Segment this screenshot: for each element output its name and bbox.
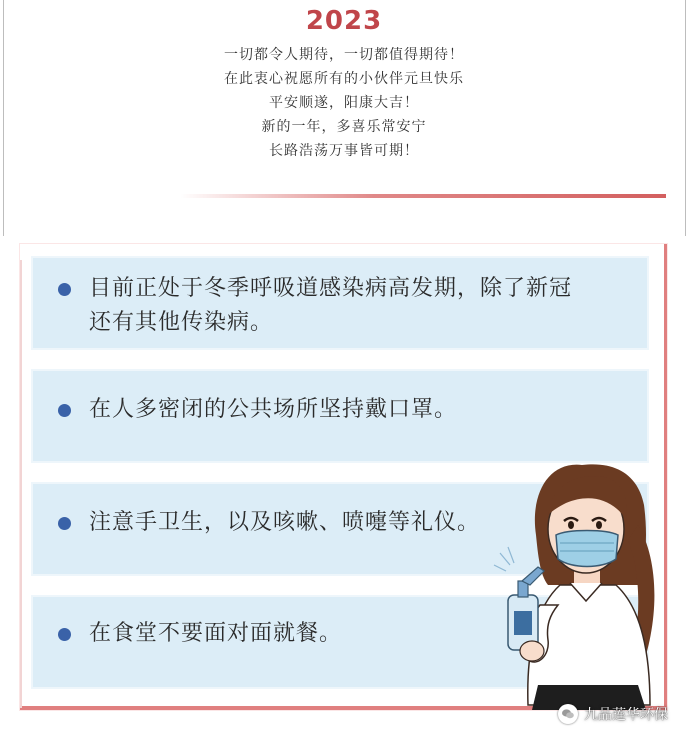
- wechat-icon: [558, 704, 578, 724]
- decorative-divider: [180, 194, 666, 198]
- greeting-line-5: 长路浩荡万事皆可期！: [269, 143, 419, 159]
- tip-text-1: 目前正处于冬季呼吸道感染病高发期，除了新冠 还有其他传染病。: [89, 276, 573, 335]
- bullet-icon: [58, 404, 71, 417]
- source-watermark: [558, 704, 668, 724]
- greeting-line-2: 在此衷心祝愿所有的小伙伴元旦快乐: [224, 71, 464, 87]
- bullet-icon: [58, 517, 71, 530]
- greeting-line-3: 平安顺遂，阳康大吉！: [269, 95, 419, 111]
- tip-card-1: [33, 258, 647, 348]
- masked-woman-illustration: [478, 455, 668, 710]
- panel-edge: [20, 260, 22, 708]
- tip-text-4: 在食堂不要面对面就餐。: [89, 621, 343, 646]
- watermark-text: 九品莲华环保: [584, 707, 668, 723]
- tip-card-2: [33, 371, 647, 461]
- bullet-icon: [58, 283, 71, 296]
- tip-text-2: 在人多密闭的公共场所坚持戴口罩。: [89, 397, 458, 422]
- tip-text-3: 注意手卫生，以及咳嗽、喷嚏等礼仪。: [89, 510, 481, 535]
- greeting-line-4: 新的一年，多喜乐常安宁: [261, 119, 427, 135]
- greeting-line-1: 一切都令人期待，一切都值得期待！: [224, 47, 464, 63]
- year-title: 2023: [305, 6, 383, 36]
- bullet-icon: [58, 628, 71, 641]
